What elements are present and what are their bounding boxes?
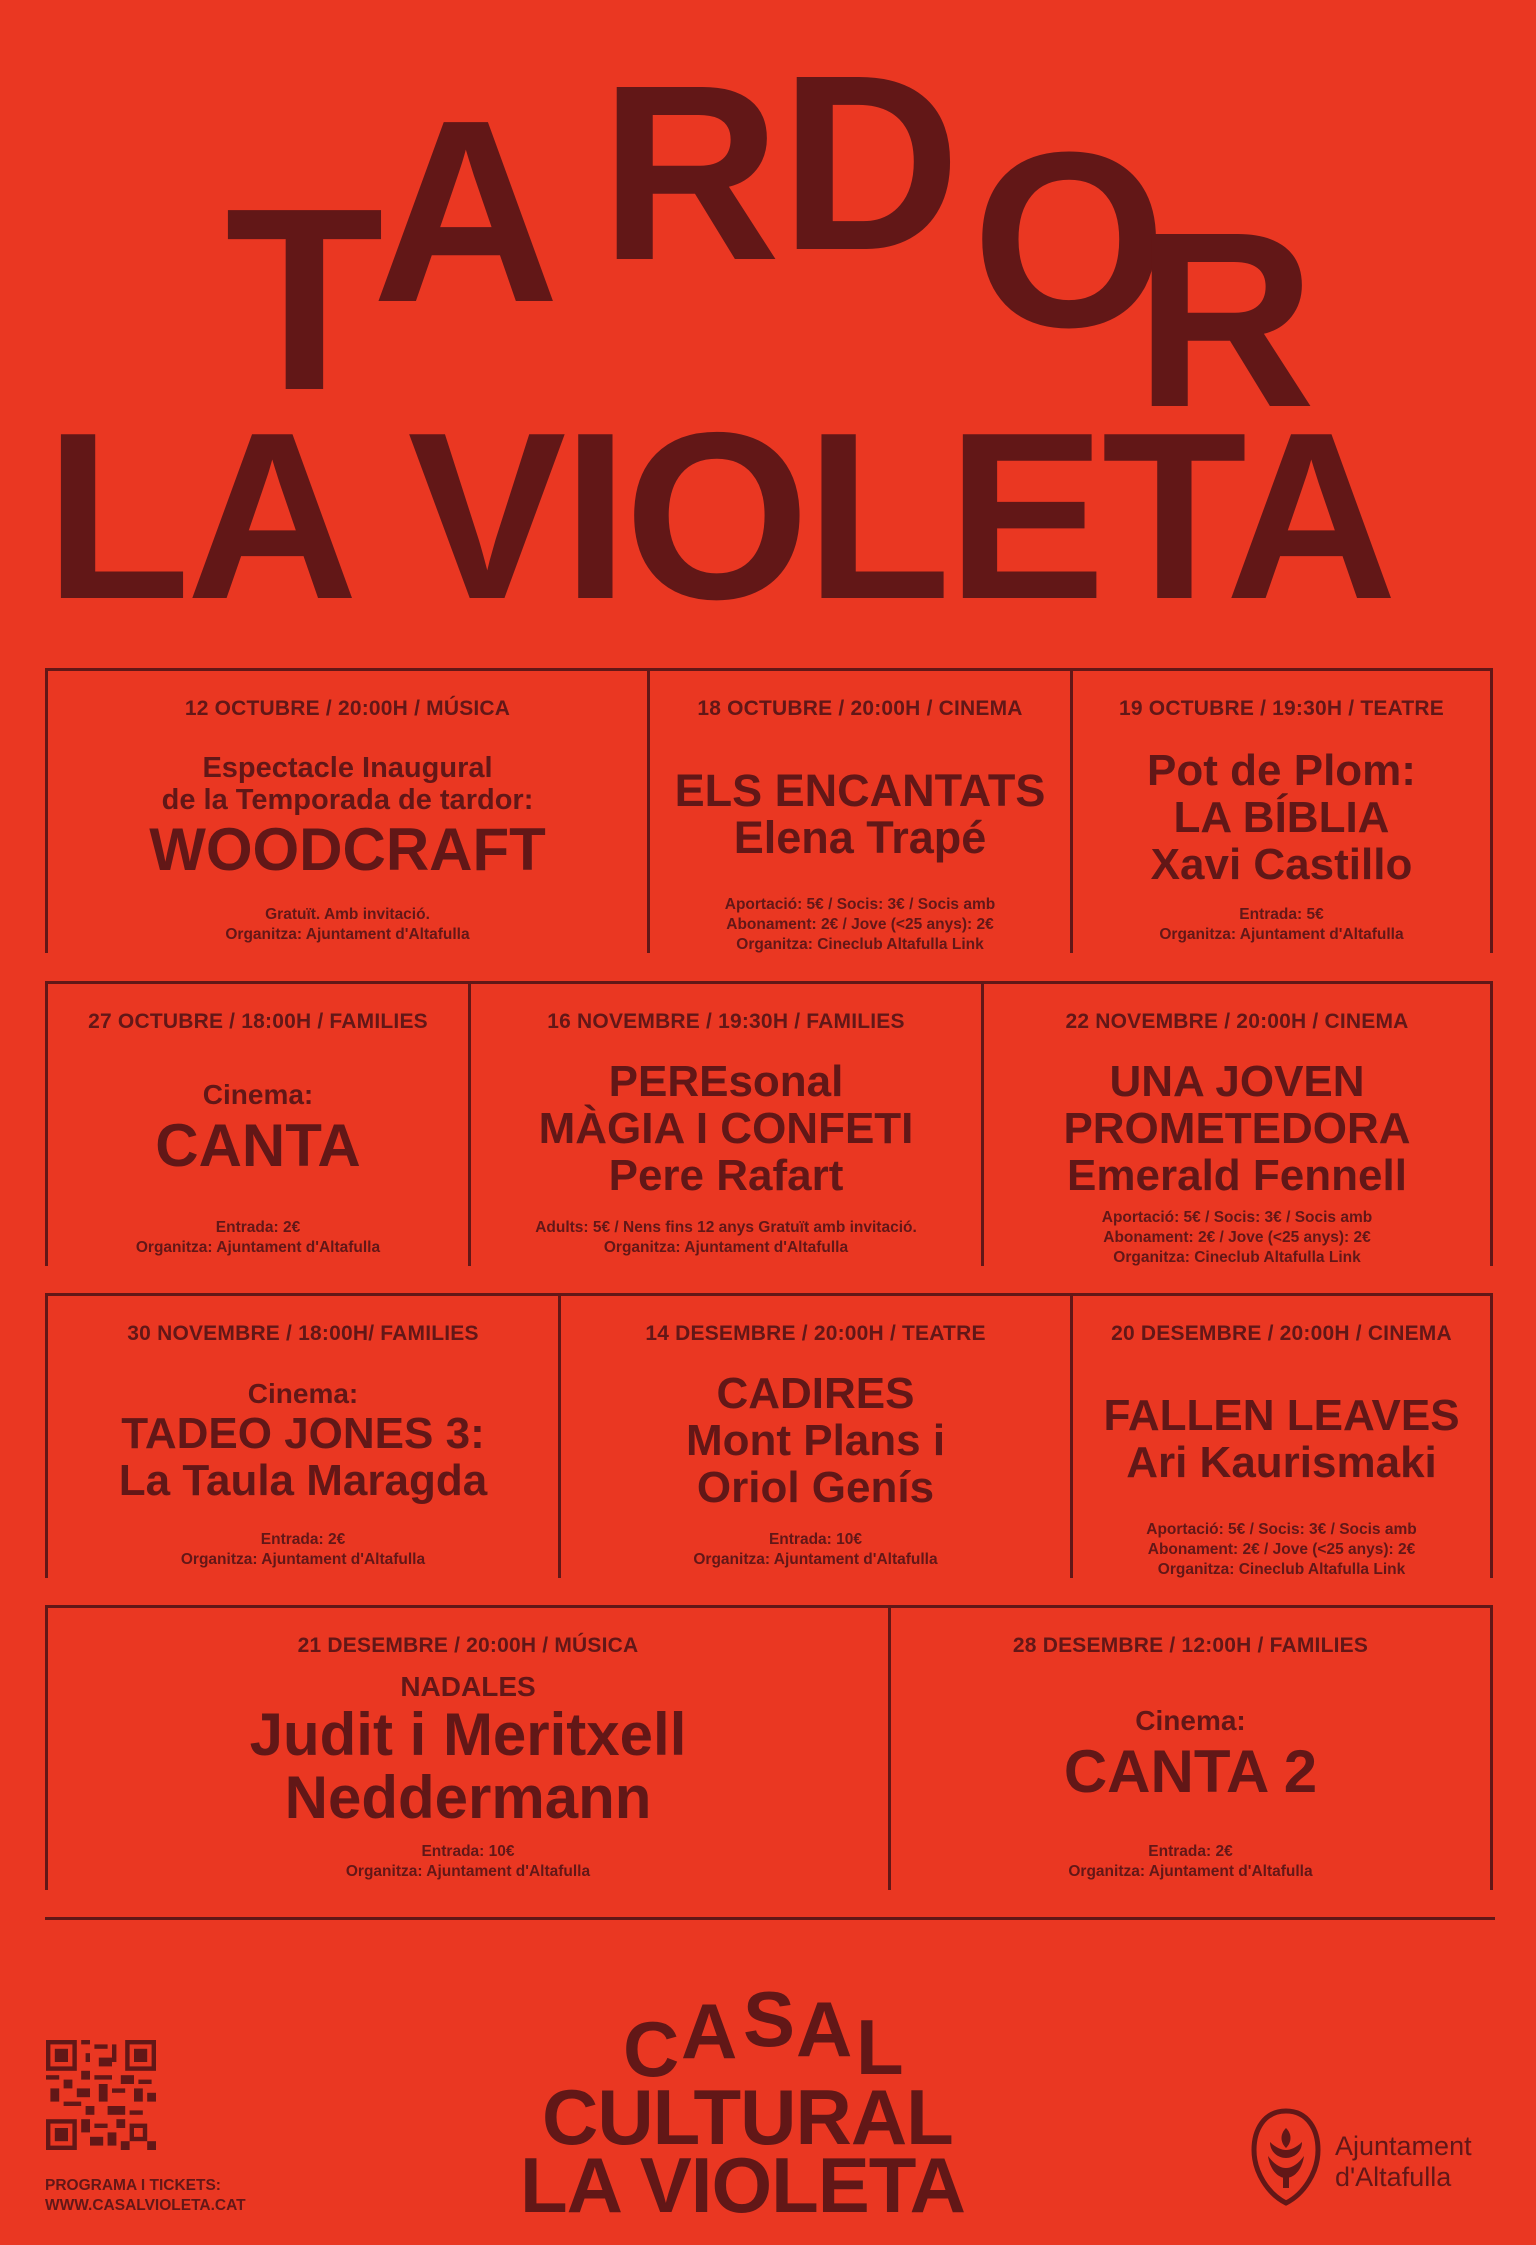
events-row-1 <box>45 668 1493 953</box>
event-card <box>468 981 981 1266</box>
event-pre: NADALES <box>400 1671 536 1702</box>
ajuntament-name: Ajuntament d'Altafulla <box>1335 2131 1472 2193</box>
title-letter-r: R <box>600 33 781 312</box>
events-row-2 <box>45 981 1493 1266</box>
event-footer: Entrada: 2€ Organitza: Ajuntament d'Altafulla <box>1068 1843 1313 1881</box>
event-pre: Espectacle Inaugural de la Temporada de tardor: <box>161 752 534 816</box>
event-footer: Aportació: 5€ / Socis: 3€ / Socis amb Abonament: 2€ / Jove (<25 anys): 2€ Organitza: Cineclub Altafulla Link <box>1101 1209 1373 1267</box>
event-body <box>1073 1392 1490 1486</box>
event-title: TADEO JONES 3: La Taula Maragda <box>118 1408 488 1505</box>
casal-letter-c: C <box>623 2005 680 2093</box>
event-footer: Aportació: 5€ / Socis: 3€ / Socis amb Abonament: 2€ / Jove (<25 anys): 2€ Organitza: Cineclub Altafulla Link <box>1146 1521 1417 1579</box>
title-letter-d: D <box>780 23 961 302</box>
footer-divider <box>45 1917 1495 1920</box>
event-pre: Cinema: <box>1135 1705 1246 1736</box>
event-card <box>45 1605 888 1890</box>
event-title: UNA JOVEN PROMETEDORA Emerald Fennell <box>1063 1057 1411 1201</box>
event-card <box>1070 668 1493 953</box>
event-body <box>471 1058 981 1199</box>
event-title: Judit i Meritxell Neddermann <box>249 1700 687 1831</box>
ajuntament-shield-icon <box>1250 2108 1322 2206</box>
casal-letter-l: L <box>856 2003 904 2091</box>
event-title: CANTA 2 <box>1063 1737 1318 1805</box>
event-footer: Entrada: 2€ Organitza: Ajuntament d'Altafulla <box>180 1531 426 1569</box>
casal-letter-a2: A <box>796 1985 853 2073</box>
event-title: Pot de Plom: LA BÍBLIA Xavi Castillo <box>1147 746 1416 890</box>
event-footer: Entrada: 2€ Organitza: Ajuntament d'Altafulla <box>135 1219 381 1257</box>
event-body <box>48 752 647 883</box>
event-header: 28 DESEMBRE / 12:00H / FAMILIES <box>1012 1634 1369 1657</box>
event-title: ELS ENCANTATS Elena Trapé <box>674 765 1046 864</box>
event-header: 19 OCTUBRE / 19:30H / TEATRE <box>1119 697 1444 720</box>
title-letter-a: A <box>372 67 560 357</box>
event-body <box>48 1672 888 1829</box>
event-header: 18 OCTUBRE / 20:00H / CINEMA <box>697 697 1023 720</box>
event-footer: Entrada: 10€ Organitza: Ajuntament d'Altafulla <box>693 1531 938 1569</box>
events-row-4 <box>45 1605 1493 1890</box>
event-card <box>45 668 647 953</box>
event-header: 30 NOVEMBRE / 18:00H/ FAMILIES <box>127 1322 479 1345</box>
events-row-3 <box>45 1293 1493 1578</box>
event-footer: Adults: 5€ / Nens fins 12 anys Gratuït amb invitació. Organitza: Ajuntament d'Altafulla <box>535 1219 917 1257</box>
event-card <box>981 981 1493 1266</box>
qr-code-icon[interactable] <box>46 2040 156 2150</box>
event-body <box>561 1370 1070 1511</box>
event-header: 21 DESEMBRE / 20:00H / MÚSICA <box>297 1634 639 1657</box>
event-header: 14 DESEMBRE / 20:00H / TEATRE <box>645 1322 986 1345</box>
event-body <box>1073 747 1490 888</box>
event-card <box>558 1293 1070 1578</box>
event-footer: Entrada: 10€ Organitza: Ajuntament d'Altafulla <box>345 1843 591 1881</box>
event-title: WOODCRAFT <box>149 815 546 883</box>
event-card <box>888 1605 1493 1890</box>
title-letter-r2: R <box>1135 180 1316 459</box>
event-header: 16 NOVEMBRE / 19:30H / FAMILIES <box>547 1010 905 1033</box>
event-footer: Aportació: 5€ / Socis: 3€ / Socis amb Abonament: 2€ / Jove (<25 anys): 2€ Organitza: Cineclub Altafulla Link <box>724 896 996 954</box>
event-title: FALLEN LEAVES Ari Kaurismaki <box>1103 1391 1460 1488</box>
event-card <box>45 981 468 1266</box>
event-footer: Gratuït. Amb invitació. Organitza: Ajuntament d'Altafulla <box>225 906 470 944</box>
event-header: 27 OCTUBRE / 18:00H / FAMILIES <box>88 1010 428 1033</box>
casal-letter-s: S <box>743 1975 796 2063</box>
casal-line-cultural: CULTURAL <box>542 2073 953 2161</box>
event-header: 12 OCTUBRE / 20:00H / MÚSICA <box>184 697 511 720</box>
event-pre: Cinema: <box>247 1378 359 1409</box>
event-card <box>647 668 1070 953</box>
event-card <box>45 1293 558 1578</box>
title-letter-t: T <box>225 155 384 445</box>
event-body <box>984 1058 1490 1199</box>
program-tickets-link[interactable]: PROGRAMA I TICKETS: WWW.CASALVIOLETA.CAT <box>45 2177 246 2215</box>
event-title: CADIRES Mont Plans i Oriol Genís <box>685 1369 946 1513</box>
event-footer: Entrada: 5€ Organitza: Ajuntament d'Altafulla <box>1159 906 1404 944</box>
event-title: CANTA <box>155 1111 361 1179</box>
event-body <box>48 1379 558 1504</box>
casal-line-la-violeta: LA VIOLETA <box>520 2141 965 2229</box>
event-card <box>1070 1293 1493 1578</box>
casal-letter-a: A <box>681 1987 738 2075</box>
title-letter-o: O <box>972 100 1167 379</box>
event-body <box>650 767 1070 862</box>
event-header: 20 DESEMBRE / 20:00H / CINEMA <box>1111 1322 1452 1345</box>
event-pre: Cinema: <box>202 1079 314 1110</box>
event-body <box>891 1705 1490 1805</box>
title-subtitle: LA VIOLETA <box>45 384 1394 649</box>
event-body <box>48 1079 468 1179</box>
event-title: PEREsonal MÀGIA I CONFETI Pere Rafart <box>538 1057 914 1201</box>
event-header: 22 NOVEMBRE / 20:00H / CINEMA <box>1065 1010 1409 1033</box>
